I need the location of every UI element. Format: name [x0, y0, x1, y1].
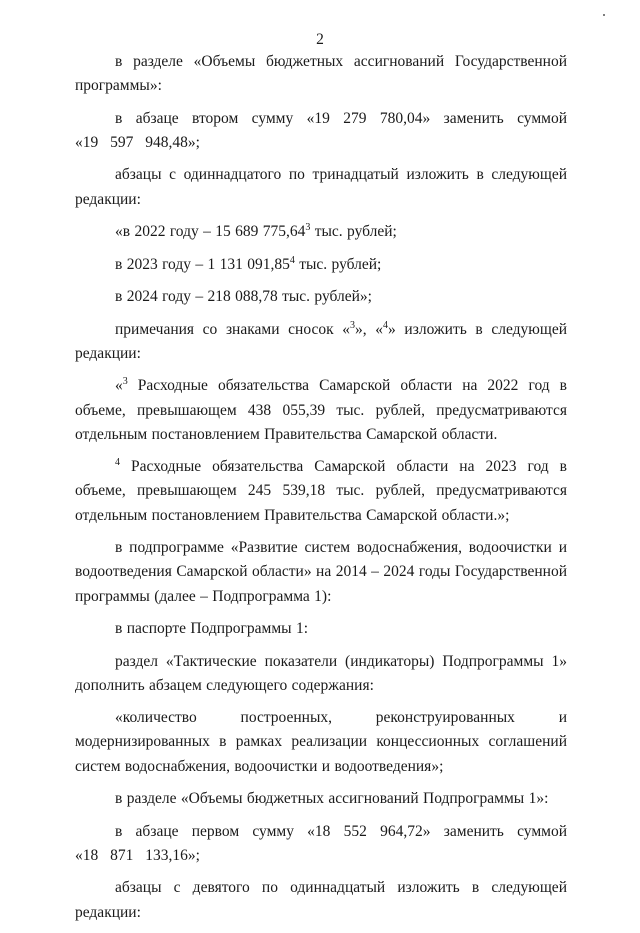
paragraph-footnote-3 [75, 374, 567, 447]
paragraph-footnote-notes [75, 318, 567, 366]
paragraph-passport: в паспорте Подпрограммы 1: [115, 620, 308, 638]
paragraph-budget-section: в разделе «Объемы бюджетных ассигнований Государственной программы»: [75, 53, 567, 95]
footnote-ref-4: 4 [289, 254, 295, 266]
footnote-ref-3: 3 [305, 222, 311, 234]
paragraph-year-2024: в 2024 году – 218 088,78 тыс. рублей»; [115, 288, 372, 306]
paragraph-subprogram-amount-replace: в абзаце первом сумму «18 552 964,72» заменить суммой «18 871 133,16»; [75, 822, 567, 864]
paragraph-abzatsy-9-11: абзацы с девятого по одиннадцатый изложить в следующей редакции: [75, 879, 567, 921]
year-2023-text: в 2023 году – 1 131 091,85 [115, 255, 290, 273]
paragraph-subprogram-budget-section: в разделе «Объемы бюджетных ассигнований Подпрограммы 1»: [115, 790, 549, 808]
notes-text-after: » изложить в следующей редакции: [75, 320, 567, 362]
footnote-3-mark: 3 [122, 376, 128, 388]
scan-mark [603, 14, 605, 16]
paragraph-tactical-indicators: раздел «Тактические показатели (индикаторы) Подпрограммы 1» дополнить абзацем следующего содержания: [75, 652, 567, 694]
paragraph-year-2023 [75, 253, 567, 277]
footnote-3-text: Расходные обязательства Самарской области на 2022 год в объеме, превышающем 438 055,39 тыс. рублей, предусматриваются отдельным постановлением Правительства Самарской области. [75, 377, 567, 443]
year-2022-unit: тыс. рублей; [310, 223, 397, 241]
notes-sup-4: 4 [383, 319, 389, 331]
footnote-4-mark: 4 [115, 457, 120, 469]
paragraph-abzatsy-11-13: абзацы с одиннадцатого по тринадцатый изложить в следующей редакции: [75, 166, 567, 208]
paragraph-amount-replace: в абзаце втором сумму «19 279 780,04» заменить суммой «19 597 948,48»; [75, 109, 567, 151]
footnote-3-open: « [115, 377, 123, 395]
paragraph-quantity-systems: «количество построенных, реконструированных и модернизированных в рамках реализации концессионных соглашений систем водоснабжения, водоочистки и водоотведения»; [75, 709, 567, 775]
year-2022-text: «в 2022 году – 15 689 775,64 [115, 223, 306, 241]
notes-text-middle: », « [355, 320, 384, 338]
notes-sup-3: 3 [350, 319, 356, 331]
footnote-4-text: Расходные обязательства Самарской области на 2023 год в объеме, превышающем 245 539,18 тыс. рублей, предусматриваются отдельным постановлением Правительства Самарской области.»; [75, 458, 567, 524]
notes-text-before: примечания со знаками сносок « [115, 320, 351, 338]
year-2023-unit: тыс. рублей; [294, 255, 382, 273]
paragraph-subprogram-1: в подпрограмме «Развитие систем водоснабжения, водоочистки и водоотведения Самарской области» на 2014 – 2024 годы Государственной программы (далее – Подпрограмма 1): [75, 539, 567, 605]
paragraph-footnote-4 [75, 455, 567, 528]
paragraph-year-2022 [75, 220, 567, 244]
document-body [75, 50, 567, 933]
page-number: 2 [316, 31, 324, 48]
